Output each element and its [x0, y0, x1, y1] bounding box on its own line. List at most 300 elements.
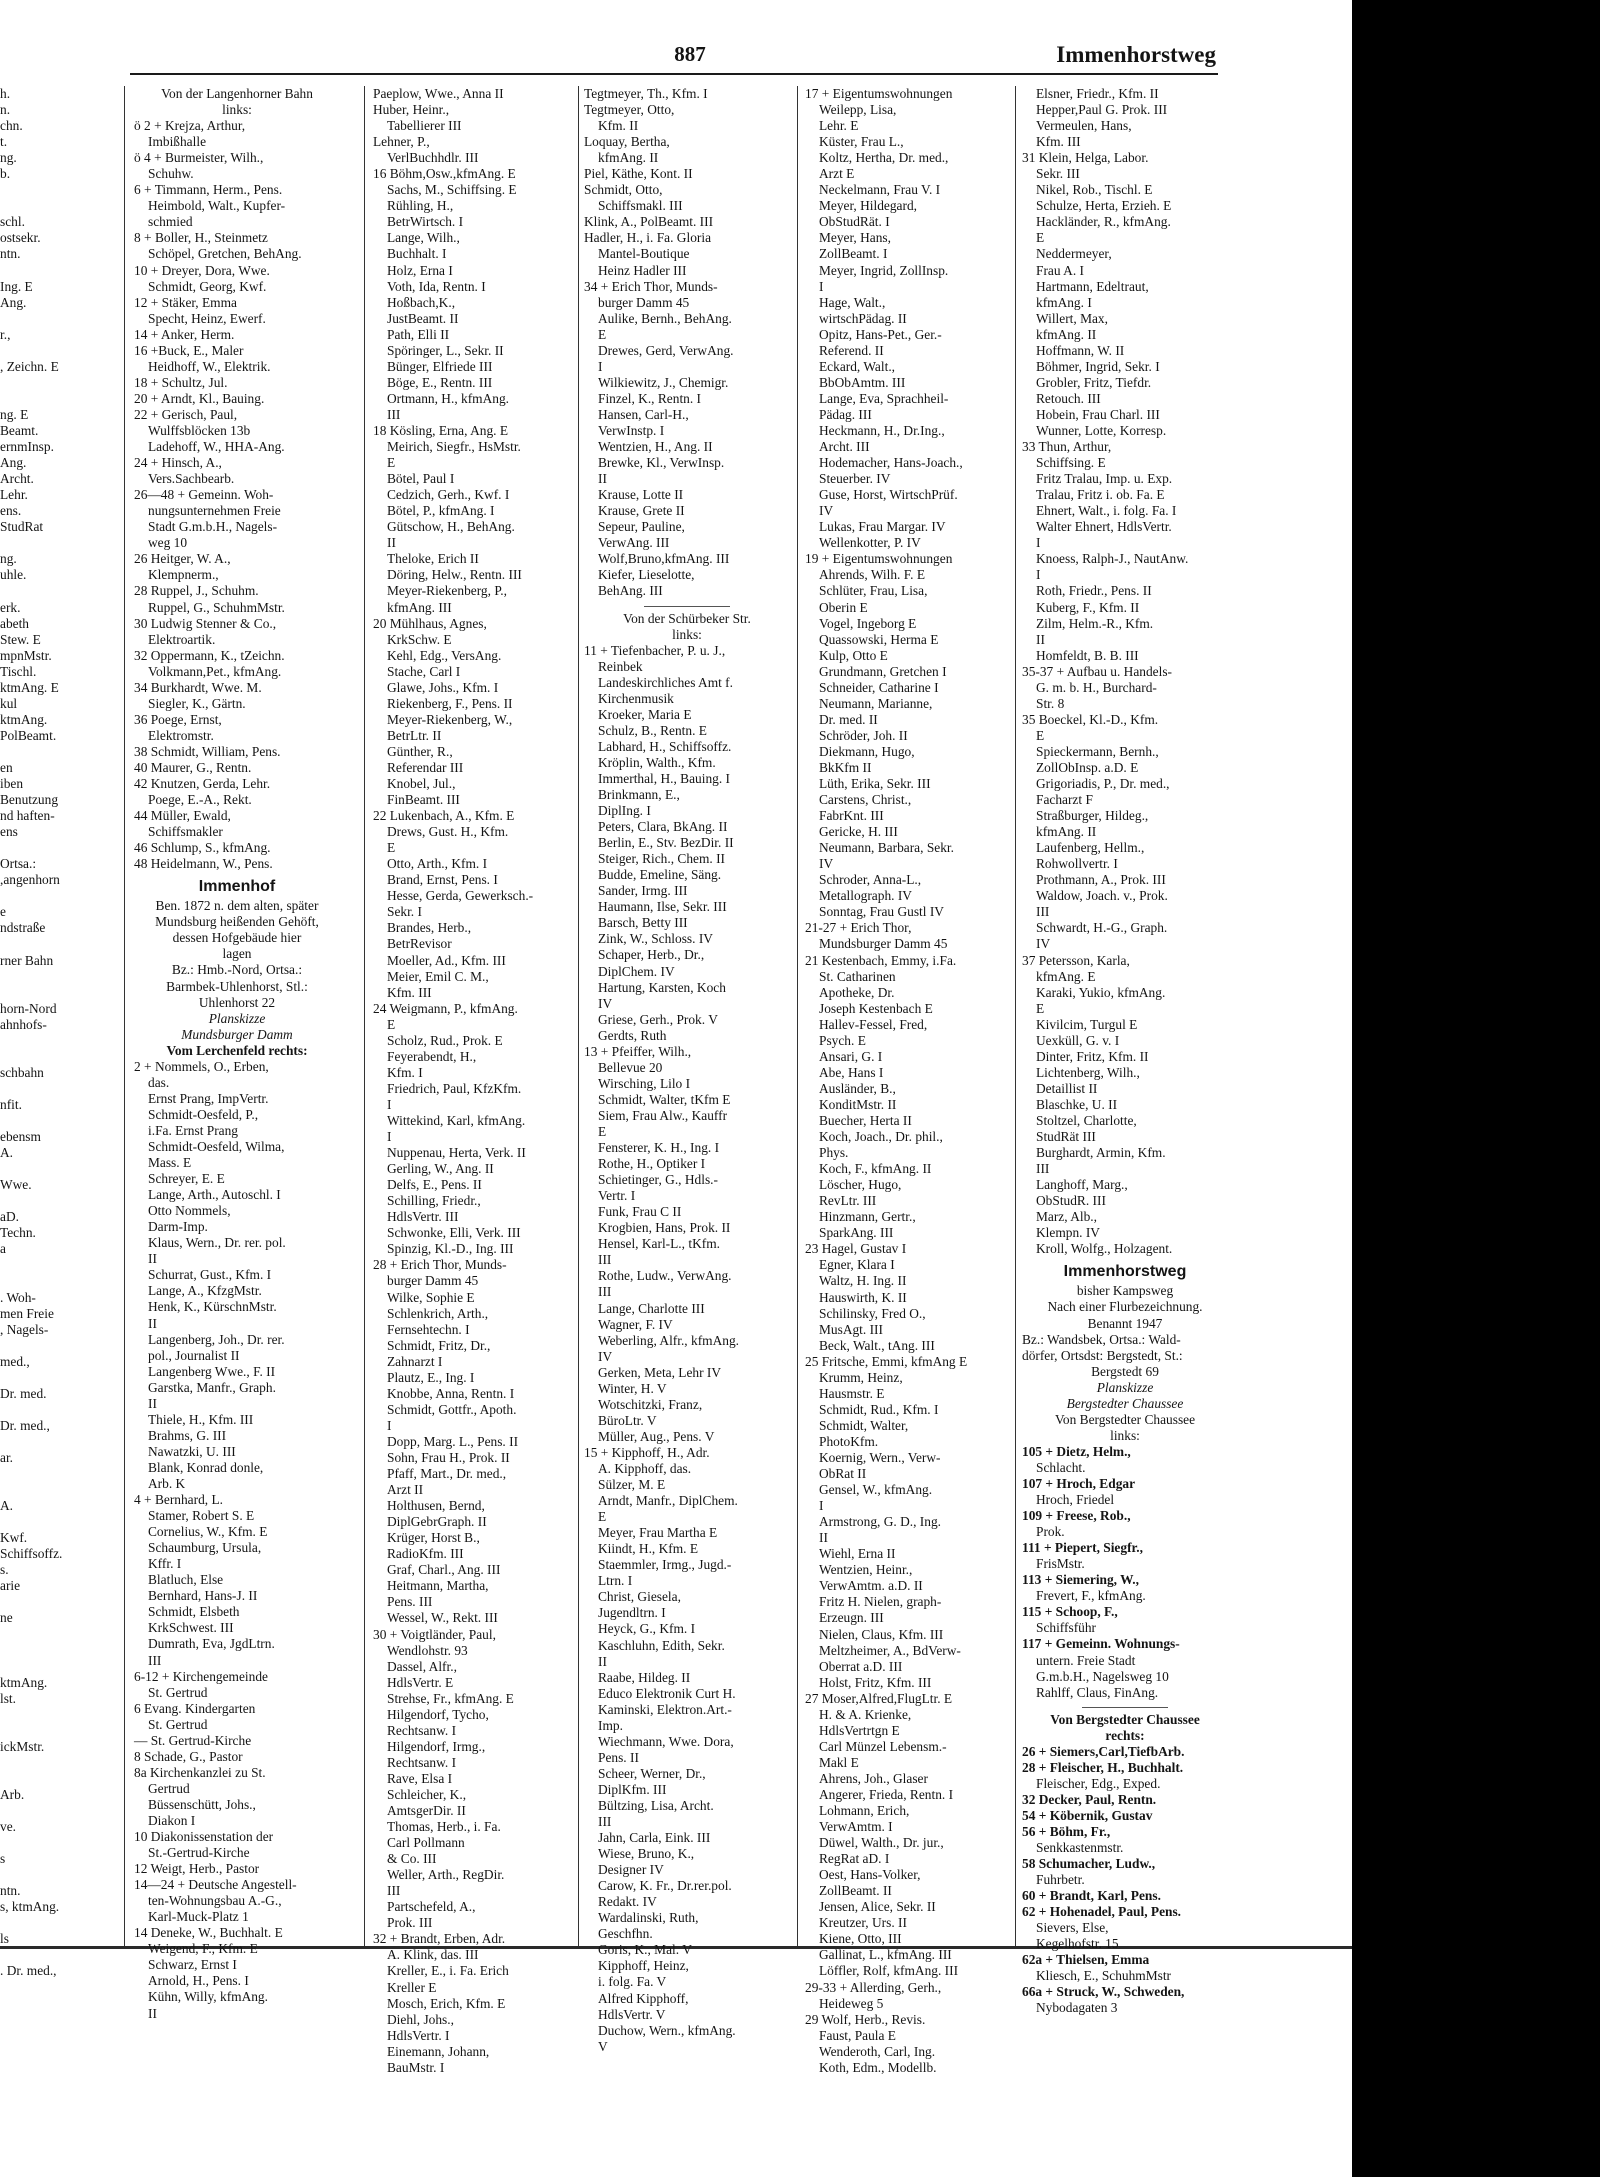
- entry-line: 13 + Pfeiffer, Wilh.,: [584, 1043, 692, 1059]
- fragment-line: [0, 1273, 122, 1289]
- header-line: links:: [222, 102, 252, 118]
- resident-line: Pens. II: [598, 1749, 639, 1765]
- resident-line: Lukas, Frau Margar. IV: [819, 519, 946, 535]
- resident-line: KonditMstr. II: [819, 1096, 897, 1112]
- resident-line: Neddermeyer,: [1036, 246, 1112, 262]
- fragment-line: s: [0, 1851, 6, 1867]
- fragment-line: ahnhofs-: [0, 1016, 47, 1032]
- resident-line: Karaki, Yukio, kfmAng.: [1036, 984, 1166, 1000]
- resident-line: Kivilcim, Turgul E: [1036, 1016, 1138, 1032]
- resident-line: Cedzich, Gerh., Kwf. I: [387, 487, 510, 503]
- resident-line: Volkmann,Pet., kfmAng.: [148, 663, 282, 679]
- resident-line: Landeskirchliches Amt f.: [598, 674, 733, 690]
- resident-line: Duchow, Wern., kfmAng.: [598, 2022, 736, 2038]
- resident-line: Ahrens, Joh., Glaser: [819, 1770, 928, 1786]
- resident-line: Griese, Gerh., Prok. V: [598, 1011, 718, 1027]
- resident-line: ZollBeamt. I: [819, 246, 888, 262]
- entry-line: — St. Gertrud-Kirche: [134, 1732, 252, 1748]
- fragment-line: [0, 840, 122, 856]
- resident-line: Strehse, Fr., kfmAng. E: [387, 1690, 514, 1706]
- entry-line: 33 Thun, Arthur,: [1022, 439, 1112, 455]
- header-line: Barmbek-Uhlenhorst, Stl.:: [166, 978, 308, 994]
- fragment-line: ostsekr.: [0, 230, 41, 246]
- entry-line: 24 Weigmann, P., kfmAng.: [373, 1000, 518, 1016]
- resident-line: Hartmann, Edeltraut,: [1036, 278, 1149, 294]
- resident-line: untern. Freie Stadt: [1036, 1652, 1136, 1668]
- resident-line: Schuhw.: [148, 166, 194, 182]
- resident-line: Kreller, E., i. Fa. Erich: [387, 1963, 509, 1979]
- fragment-line: abeth: [0, 615, 29, 631]
- resident-line: Lehr. E: [819, 118, 859, 134]
- resident-line: i. folg. Fa. V: [598, 1974, 667, 1990]
- resident-line: Drews, Gust. H., Kfm.: [387, 824, 509, 840]
- resident-line: Ortmann, H., kfmAng.: [387, 390, 509, 406]
- resident-line: VerwAmtm. a.D. II: [819, 1578, 923, 1594]
- resident-line: Redakt. IV: [598, 1894, 657, 1910]
- fragment-line: r.,: [0, 326, 11, 342]
- resident-line: BauMstr. I: [387, 2059, 445, 2075]
- resident-line: schmied: [148, 214, 193, 230]
- resident-line: Delfs, E., Pens. II: [387, 1177, 482, 1193]
- fragment-line: [0, 888, 122, 904]
- resident-line: E: [1036, 727, 1045, 743]
- resident-line: Kuberg, F., Kfm. II: [1036, 599, 1140, 615]
- fragment-line: ,angenhorn: [0, 872, 60, 888]
- resident-line: I: [598, 358, 603, 374]
- column-5: [1022, 86, 1228, 2016]
- resident-line: AmtsgerDir. II: [387, 1803, 466, 1819]
- entry-line: 8 Schade, G., Pastor: [134, 1748, 243, 1764]
- resident-line: Bültzing, Lisa, Archt.: [598, 1797, 714, 1813]
- resident-line: Ruppel, G., SchuhmMstr.: [148, 599, 285, 615]
- resident-line: Fernsehtechn. I: [387, 1321, 470, 1337]
- fragment-line: [0, 311, 122, 327]
- column-3: [584, 86, 790, 2054]
- resident-line: II: [598, 471, 607, 487]
- resident-line: Psych. E: [819, 1032, 866, 1048]
- resident-line: E: [387, 840, 396, 856]
- entry-line: 115 + Schoop, F.,: [1022, 1604, 1118, 1620]
- resident-line: Lange, Eva, Sprachheil-: [819, 390, 949, 406]
- fragment-line: ebensm: [0, 1129, 41, 1145]
- resident-line: Schleicher, K.,: [387, 1786, 467, 1802]
- resident-line: St. Gertrud: [148, 1684, 208, 1700]
- resident-line: Kliesch, E., SchuhmMstr: [1036, 1968, 1172, 1984]
- resident-line: Bötel, Paul I: [387, 471, 455, 487]
- resident-line: Hoffmann, W. II: [1036, 342, 1125, 358]
- entry-line: 54 + Köbernik, Gustav: [1022, 1807, 1153, 1823]
- resident-line: Brewke, Kl., VerwInsp.: [598, 455, 725, 471]
- resident-line: Kröplin, Walth., Kfm.: [598, 754, 716, 770]
- resident-line: Guse, Horst, WirtschPrüf.: [819, 487, 958, 503]
- resident-line: BüroLtr. V: [598, 1412, 657, 1428]
- entry-line: 60 + Brandt, Karl, Pens.: [1022, 1888, 1161, 1904]
- resident-line: Specht, Heinz, Ewerf.: [148, 310, 266, 326]
- resident-line: Diehl, Johs.,: [387, 2011, 454, 2027]
- resident-line: I: [387, 1417, 392, 1433]
- header-line: Von der Langenhorner Bahn: [161, 86, 313, 101]
- resident-line: Schulze, Herta, Erzieh. E: [1036, 198, 1172, 214]
- fragment-line: Wwe.: [0, 1177, 32, 1193]
- resident-line: kfmAng. II: [1036, 326, 1097, 342]
- resident-line: Kaschluhn, Edith, Sekr.: [598, 1637, 725, 1653]
- resident-line: Designer IV: [598, 1862, 664, 1878]
- resident-line: Heideweg 5: [819, 1995, 884, 2011]
- fragment-line: [0, 1867, 122, 1883]
- resident-line: Oberin E: [819, 599, 868, 615]
- resident-line: Wiese, Bruno, K.,: [598, 1846, 695, 1862]
- resident-line: Diakon I: [148, 1812, 196, 1828]
- resident-line: Darm-Imp.: [148, 1219, 208, 1235]
- resident-line: Erzeugn. III: [819, 1610, 884, 1626]
- resident-line: Carl Münzel Lebensm.-: [819, 1738, 947, 1754]
- resident-line: das.: [148, 1074, 170, 1090]
- resident-line: Buchhalt. I: [387, 246, 447, 262]
- resident-line: Schmidt, Walter,: [819, 1417, 909, 1433]
- fragment-line: Ang.: [0, 294, 27, 310]
- resident-line: Kreller E: [387, 1979, 437, 1995]
- fragment-line: med.,: [0, 1353, 30, 1369]
- resident-line: Prok. III: [387, 1915, 433, 1931]
- resident-line: Vermeulen, Hans,: [1036, 118, 1132, 134]
- resident-line: Schiffsmakl. III: [598, 198, 683, 214]
- resident-line: Schmidt, Rud., Kfm. I: [819, 1401, 939, 1417]
- resident-line: Krumm, Heinz,: [819, 1369, 903, 1385]
- entry-line: 27 Moser,Alfred,FlugLtr. E: [805, 1690, 953, 1706]
- resident-line: Heitmann, Martha,: [387, 1578, 489, 1594]
- resident-line: Pens. III: [387, 1594, 433, 1610]
- resident-line: Gericke, H. III: [819, 824, 898, 840]
- resident-line: Kühn, Willy, kfmAng.: [148, 1989, 268, 2005]
- resident-line: Henk, K., KürschnMstr.: [148, 1299, 277, 1315]
- resident-line: Hansen, Carl-H.,: [598, 406, 689, 422]
- resident-line: Heckmann, H., Dr.Ing.,: [819, 422, 945, 438]
- resident-line: BbObAmtm. III: [819, 374, 906, 390]
- resident-line: Spöringer, L., Sekr. II: [387, 342, 504, 358]
- resident-line: Metallograph. IV: [819, 888, 912, 904]
- resident-line: Dr. med. II: [819, 711, 878, 727]
- entry-line: ö 2 + Krejza, Arthur,: [134, 118, 246, 134]
- entry-line: 31 Klein, Helga, Labor.: [1022, 150, 1149, 166]
- resident-line: Kreutzer, Urs. II: [819, 1915, 907, 1931]
- fragment-line: Lehr.: [0, 487, 28, 503]
- column-2: [373, 86, 579, 2075]
- entry-line: 18 + Schultz, Jul.: [134, 374, 228, 390]
- fragment-line: [0, 1402, 122, 1418]
- fragment-line: ne: [0, 1610, 13, 1626]
- resident-line: Spieckermann, Bernh.,: [1036, 743, 1159, 759]
- street-heading: Immenhorstweg: [1063, 1263, 1187, 1281]
- resident-line: HdlsVertr. I: [387, 2027, 450, 2043]
- resident-line: Scholz, Rud., Prok. E: [387, 1032, 503, 1048]
- resident-line: Lange, Arth., Autoschl. I: [148, 1187, 281, 1203]
- fragment-line: Arb.: [0, 1786, 25, 1802]
- resident-line: Kegelhofstr. 15: [1036, 1936, 1119, 1952]
- resident-line: Sievers, Else,: [1036, 1920, 1109, 1936]
- resident-line: III: [387, 1883, 401, 1899]
- resident-line: St. Gertrud: [148, 1716, 208, 1732]
- header-line: Bz.: Hmb.-Nord, Ortsa.:: [171, 962, 303, 978]
- resident-line: Ladehoff, W., HHA-Ang.: [148, 439, 285, 455]
- fragment-line: [0, 1947, 122, 1963]
- resident-line: II: [1036, 631, 1045, 647]
- entry-line: 8a Kirchenkanzlei zu St.: [134, 1764, 266, 1780]
- entry-line: 10 + Dreyer, Dora, Wwe.: [134, 262, 270, 278]
- resident-line: H. & A. Krienke,: [819, 1706, 912, 1722]
- entry-line: Huber, Heinr.,: [373, 102, 450, 118]
- resident-line: Koth, Edm., Modellb.: [819, 2059, 937, 2075]
- resident-line: Elsner, Friedr., Kfm. II: [1036, 86, 1159, 101]
- fragment-line: . Dr. med.,: [0, 1963, 57, 1979]
- header-line: Ben. 1872 n. dem alten, später: [155, 898, 319, 914]
- resident-line: Gerdts, Ruth: [598, 1027, 667, 1043]
- resident-line: Wilke, Sophie E: [387, 1289, 475, 1305]
- resident-line: Zahnarzt I: [387, 1353, 443, 1369]
- resident-line: Meyer, Ingrid, ZollInsp.: [819, 262, 949, 278]
- resident-line: Kfm. II: [598, 118, 639, 134]
- resident-line: Wolf,Bruno,kfmAng. III: [598, 551, 730, 567]
- resident-line: II: [819, 1530, 828, 1546]
- resident-line: weg 10: [148, 535, 188, 551]
- resident-line: Brinkmann, E.,: [598, 787, 680, 803]
- resident-line: Knoess, Ralph-J., NautAnw.: [1036, 551, 1189, 567]
- resident-line: Prok.: [1036, 1524, 1065, 1540]
- entry-line: 26 Heitger, W. A.,: [134, 551, 231, 567]
- resident-line: Arb. K: [148, 1475, 186, 1491]
- fragment-line: [0, 1627, 122, 1643]
- resident-line: Hroch, Friedel: [1036, 1492, 1115, 1508]
- resident-line: Roth, Friedr., Pens. II: [1036, 583, 1152, 599]
- resident-line: Sepeur, Pauline,: [598, 519, 685, 535]
- resident-line: Kehl, Edg., VersAng.: [387, 647, 502, 663]
- entry-line: 38 Schmidt, William, Pens.: [134, 743, 281, 759]
- resident-line: Schwonke, Elli, Verk. III: [387, 1225, 521, 1241]
- entry-line: 20 + Arndt, Kl., Bauing.: [134, 390, 265, 406]
- fragment-line: A.: [0, 1498, 14, 1514]
- resident-line: Hausmstr. E: [819, 1385, 885, 1401]
- resident-line: Günther, R.,: [387, 743, 453, 759]
- fragment-line: ernmInsp.: [0, 439, 54, 455]
- resident-line: Weigend, F., Kfm. E: [148, 1941, 258, 1957]
- resident-line: Döring, Helw., Rentn. III: [387, 567, 522, 583]
- entry-line: 111 + Piepert, Siegfr.,: [1022, 1540, 1143, 1556]
- fragment-line: Ang.: [0, 455, 27, 471]
- resident-line: Hinzmann, Gertr.,: [819, 1209, 916, 1225]
- entry-line: 32 Oppermann, K., tZeichn.: [134, 647, 285, 663]
- resident-line: Meyer-Riekenberg, W.,: [387, 711, 513, 727]
- resident-line: VerwAmtm. I: [819, 1819, 893, 1835]
- resident-line: Alfred Kipphoff,: [598, 1990, 689, 2006]
- resident-line: Kipphoff, Heinz,: [598, 1958, 689, 1974]
- resident-line: Bernhard, Hans-J. II: [148, 1588, 258, 1604]
- fragment-line: [0, 1466, 122, 1482]
- entry-line: Tegtmeyer, Otto,: [584, 102, 675, 118]
- resident-line: Schlüter, Frau, Lisa,: [819, 583, 928, 599]
- fragment-line: [0, 1081, 122, 1097]
- resident-line: Referend. II: [819, 342, 884, 358]
- resident-line: kfmAng. E: [1036, 968, 1096, 984]
- fragment-line: horn-Nord: [0, 1000, 57, 1016]
- resident-line: VerwAng. III: [598, 535, 670, 551]
- header-line: Mundsburger Damm: [181, 1026, 293, 1042]
- header-rule: [130, 73, 1218, 75]
- entry-line: 28 Ruppel, J., Schuhm.: [134, 583, 259, 599]
- entry-line: Paeplow, Wwe., Anna II: [373, 86, 504, 101]
- fragment-line: [0, 1915, 122, 1931]
- resident-line: Rave, Elsa I: [387, 1770, 453, 1786]
- resident-line: E: [387, 1016, 396, 1032]
- resident-line: Schmidt, Fritz, Dr.,: [387, 1337, 491, 1353]
- resident-line: Bellevue 20: [598, 1059, 663, 1075]
- entry-line: 22 Lukenbach, A., Kfm. E: [373, 808, 515, 824]
- resident-line: ZollBeamt. II: [819, 1883, 892, 1899]
- resident-line: Arnold, H., Pens. I: [148, 1973, 249, 1989]
- resident-line: Nawatzki, U. III: [148, 1443, 236, 1459]
- resident-line: Friedrich, Paul, KfzKfm.: [387, 1080, 522, 1096]
- resident-line: burger Damm 45: [387, 1273, 479, 1289]
- fragment-line: [0, 969, 122, 985]
- fragment-line: ntn.: [0, 246, 21, 262]
- header-line: dessen Hofgebäude hier: [172, 930, 302, 946]
- resident-line: Koltz, Hertha, Dr. med.,: [819, 150, 949, 166]
- fragment-line: [0, 1723, 122, 1739]
- resident-line: E: [598, 1509, 607, 1525]
- entry-line: 12 + Stäker, Emma: [134, 294, 237, 310]
- resident-line: RegRat aD. I: [819, 1851, 890, 1867]
- fragment-line: Archt.: [0, 471, 34, 487]
- resident-line: Meyer, Frau Martha E: [598, 1525, 718, 1541]
- resident-line: Hilgendorf, Irmg.,: [387, 1738, 486, 1754]
- resident-line: Gütschow, H., BehAng.: [387, 519, 515, 535]
- fragment-line: ntn.: [0, 1883, 21, 1899]
- resident-line: Siegler, K., Gärtn.: [148, 695, 246, 711]
- resident-line: Ahrends, Wilh. F. E: [819, 567, 926, 583]
- resident-line: Löffler, Rolf, kfmAng. III: [819, 1963, 959, 1979]
- resident-line: KrkSchwest. III: [148, 1620, 234, 1636]
- resident-line: III: [598, 1252, 612, 1268]
- resident-line: nungsunternehmen Freie: [148, 503, 281, 519]
- resident-line: Schietinger, G., Hdls.-: [598, 1172, 718, 1188]
- entry-line: 4 + Bernhard, L.: [134, 1492, 223, 1508]
- resident-line: Zilm, Helm.-R., Kfm.: [1036, 615, 1154, 631]
- resident-line: Sonntag, Frau Gustl IV: [819, 904, 944, 920]
- resident-line: Egner, Klara I: [819, 1257, 895, 1273]
- resident-line: Armstrong, G. D., Ing.: [819, 1514, 941, 1530]
- fragment-line: A.: [0, 1145, 14, 1161]
- fragment-line: PolBeamt.: [0, 727, 57, 743]
- resident-line: Garstka, Manfr., Graph.: [148, 1379, 276, 1395]
- resident-line: Archt. III: [819, 439, 870, 455]
- resident-line: Wirsching, Lilo I: [598, 1075, 691, 1091]
- entry-line: Hadler, H., i. Fa. Gloria: [584, 230, 712, 246]
- resident-line: RevLtr. III: [819, 1193, 877, 1209]
- resident-line: BetrLtr. II: [387, 727, 442, 743]
- resident-line: Kiindt, H., Kfm. E: [598, 1541, 699, 1557]
- fragment-line: ndstraße: [0, 920, 46, 936]
- fragment-line: schbahn: [0, 1064, 44, 1080]
- resident-line: Thiele, H., Kfm. III: [148, 1411, 254, 1427]
- column-divider: [578, 86, 579, 1946]
- resident-line: Stache, Carl I: [387, 663, 461, 679]
- resident-line: Koernig, Wern., Verw-: [819, 1449, 941, 1465]
- resident-line: St. Catharinen: [819, 968, 896, 984]
- resident-line: I: [819, 1498, 824, 1514]
- resident-line: Sülzer, M. E: [598, 1477, 666, 1493]
- fragment-line: arie: [0, 1578, 21, 1594]
- resident-line: MusAgt. III: [819, 1321, 883, 1337]
- resident-line: Kiene, Otto, III: [819, 1931, 902, 1947]
- resident-line: Sekr. I: [387, 904, 422, 920]
- resident-line: Willert, Max,: [1036, 310, 1108, 326]
- fragment-line: , Zeichn. E: [0, 358, 59, 374]
- resident-line: Heyck, G., Kfm. I: [598, 1621, 696, 1637]
- section-rule: [1082, 1707, 1168, 1708]
- resident-line: Rothe, H., Optiker I: [598, 1156, 706, 1172]
- fragment-line: Techn.: [0, 1225, 36, 1241]
- resident-line: Schmidt, Gottfr., Apoth.: [387, 1401, 517, 1417]
- resident-line: Carstens, Christ.,: [819, 792, 912, 808]
- resident-line: Schöpel, Gretchen, BehAng.: [148, 246, 302, 262]
- entry-line: 29 Wolf, Herb., Revis.: [805, 2011, 926, 2027]
- resident-line: Carow, K. Fr., Dr.rer.pol.: [598, 1878, 732, 1894]
- resident-line: Meyer, Hildegard,: [819, 198, 917, 214]
- resident-line: Fensterer, K. H., Ing. I: [598, 1140, 720, 1156]
- resident-line: Tralau, Fritz i. ob. Fa. E: [1036, 487, 1165, 503]
- resident-line: Langhoff, Marg.,: [1036, 1177, 1128, 1193]
- fragment-line: schl.: [0, 214, 25, 230]
- fragment-line: t.: [0, 134, 8, 150]
- resident-line: Apotheke, Dr.: [819, 984, 895, 1000]
- resident-line: FrisMstr.: [1036, 1556, 1085, 1572]
- resident-line: Rohwollvertr. I: [1036, 856, 1118, 872]
- fragment-line: [0, 1113, 122, 1129]
- fragment-line: [0, 1033, 122, 1049]
- header-line: Von der Schürbeker Str.: [623, 610, 751, 626]
- fragment-line: Kwf.: [0, 1530, 28, 1546]
- fragment-line: [0, 1434, 122, 1450]
- entry-line: 37 Petersson, Karla,: [1022, 952, 1130, 968]
- resident-line: Otto, Arth., Kfm. I: [387, 856, 488, 872]
- entry-line: 17 + Eigentumswohnungen: [805, 86, 953, 101]
- fragment-line: Benutzung: [0, 792, 59, 808]
- resident-line: Hartung, Karsten, Koch: [598, 979, 726, 995]
- fragment-line: [0, 391, 122, 407]
- fragment-line: [0, 1707, 122, 1723]
- entry-line: dörfer, Ortsdst: Bergstedt, St.:: [1022, 1347, 1183, 1363]
- resident-line: Knobbe, Anna, Rentn. I: [387, 1385, 515, 1401]
- fragment-line: [0, 1803, 122, 1819]
- resident-line: Schmidt, Elsbeth: [148, 1604, 240, 1620]
- resident-line: Bötel, P., kfmAng. I: [387, 503, 495, 519]
- resident-line: Brahms, G. III: [148, 1427, 227, 1443]
- resident-line: Stadt G.m.b.H., Nagels-: [148, 519, 278, 535]
- resident-line: Theloke, Erich II: [387, 551, 479, 567]
- entry-line: 109 + Freese, Rob.,: [1022, 1508, 1131, 1524]
- resident-line: Böge, E., Rentn. III: [387, 374, 493, 390]
- fragment-line: e: [0, 904, 6, 920]
- resident-line: Angerer, Frieda, Rentn. I: [819, 1786, 954, 1802]
- resident-line: Kffr. I: [148, 1556, 182, 1572]
- resident-line: E: [598, 326, 607, 342]
- resident-line: Schiffsmakler: [148, 824, 223, 840]
- fragment-line: ickMstr.: [0, 1738, 45, 1754]
- resident-line: Langenberg, Joh., Dr. rer.: [148, 1331, 285, 1347]
- fragment-line: [0, 1659, 122, 1675]
- fragment-line: s, ktmAng.: [0, 1899, 60, 1915]
- resident-line: Detaillist II: [1036, 1080, 1098, 1096]
- resident-line: St.-Gertrud-Kirche: [148, 1845, 250, 1861]
- resident-line: Weller, Arth., RegDir.: [387, 1867, 505, 1883]
